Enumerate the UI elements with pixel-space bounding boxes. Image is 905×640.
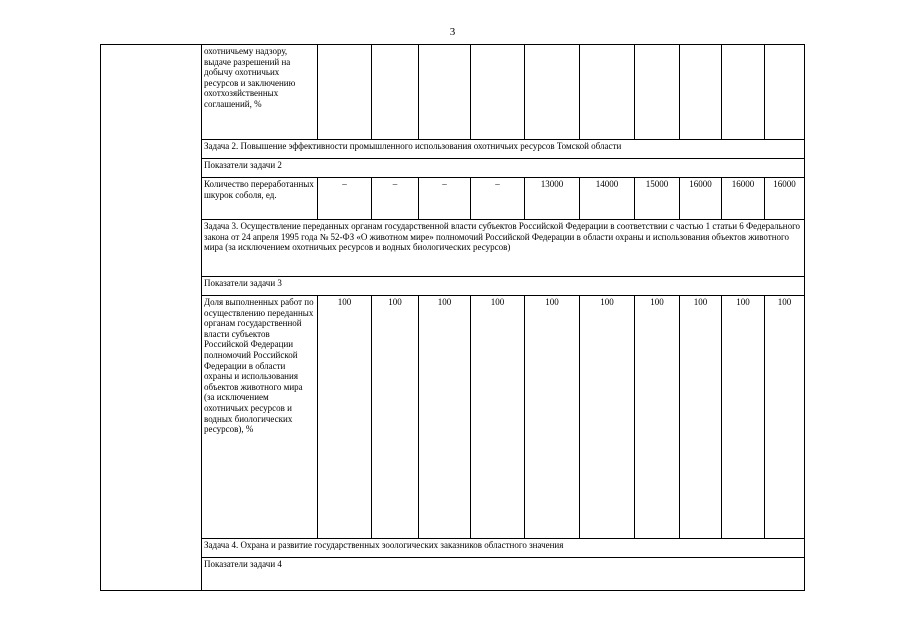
indicators-heading: Показатели задачи 2 (202, 159, 805, 178)
value-cell (318, 45, 372, 140)
value-cell (680, 45, 722, 140)
table-row (101, 558, 805, 591)
value-cell: 13000 (525, 178, 580, 220)
table-row (101, 296, 805, 539)
indicator-label: охотничьему надзору, выдаче разрешений на добычу охотничьих ресурсов и заключению охотхозяйственных соглашений, % (202, 45, 318, 140)
table-row (101, 539, 805, 558)
table-row (101, 159, 805, 178)
value-cell: – (471, 178, 525, 220)
value-cell (722, 45, 765, 140)
value-cell: 100 (471, 296, 525, 539)
value-cell (372, 45, 419, 140)
value-cell: 100 (318, 296, 372, 539)
indicators-heading: Показатели задачи 4 (202, 558, 805, 591)
table-row (101, 220, 805, 277)
value-cell (525, 45, 580, 140)
value-cell (471, 45, 525, 140)
task-heading: Задача 2. Повышение эффективности промышленного использования охотничьих ресурсов Томской области (202, 140, 805, 159)
indicator-label: Доля выполненных работ по осуществлению переданных органам государственной власти субъектов Российской Федерации полномочий Российской Федерации в области охраны и использования объектов животного мира (за исключением охотничьих ресурсов и водных биологических ресурсов), % (202, 296, 318, 539)
value-cell (635, 45, 680, 140)
value-cell: 100 (580, 296, 635, 539)
value-cell: 100 (372, 296, 419, 539)
value-cell: 16000 (765, 178, 805, 220)
value-cell: – (419, 178, 471, 220)
table-row (101, 45, 805, 140)
page-number: 3 (449, 26, 456, 38)
value-cell (419, 45, 471, 140)
value-cell: 16000 (722, 178, 765, 220)
value-cell: 100 (419, 296, 471, 539)
table-row (101, 178, 805, 220)
indicators-table (100, 44, 805, 591)
indicators-heading: Показатели задачи 3 (202, 277, 805, 296)
value-cell: 100 (635, 296, 680, 539)
value-cell: 15000 (635, 178, 680, 220)
indicator-label: Количество переработанных шкурок соболя, ед. (202, 178, 318, 220)
value-cell: – (372, 178, 419, 220)
value-cell: 14000 (580, 178, 635, 220)
value-cell: 100 (722, 296, 765, 539)
value-cell (580, 45, 635, 140)
value-cell (765, 45, 805, 140)
first-column-cell (101, 45, 202, 591)
value-cell: 100 (525, 296, 580, 539)
task-heading: Задача 3. Осуществление переданных органам государственной власти субъектов Российской Федерации в соответствии с частью 1 статьи 6 Федерального закона от 24 апреля 1995 года № 52-ФЗ «О животном мире» полномочий Российской Федерации в области охраны и использования объектов животного мира (за исключением охотничьих ресурсов и водных биологических ресурсов) (202, 220, 805, 277)
value-cell: 16000 (680, 178, 722, 220)
task-heading: Задача 4. Охрана и развитие государственных зоологических заказников областного значения (202, 539, 805, 558)
table-row (101, 140, 805, 159)
value-cell: – (318, 178, 372, 220)
value-cell: 100 (765, 296, 805, 539)
value-cell: 100 (680, 296, 722, 539)
table-row (101, 277, 805, 296)
